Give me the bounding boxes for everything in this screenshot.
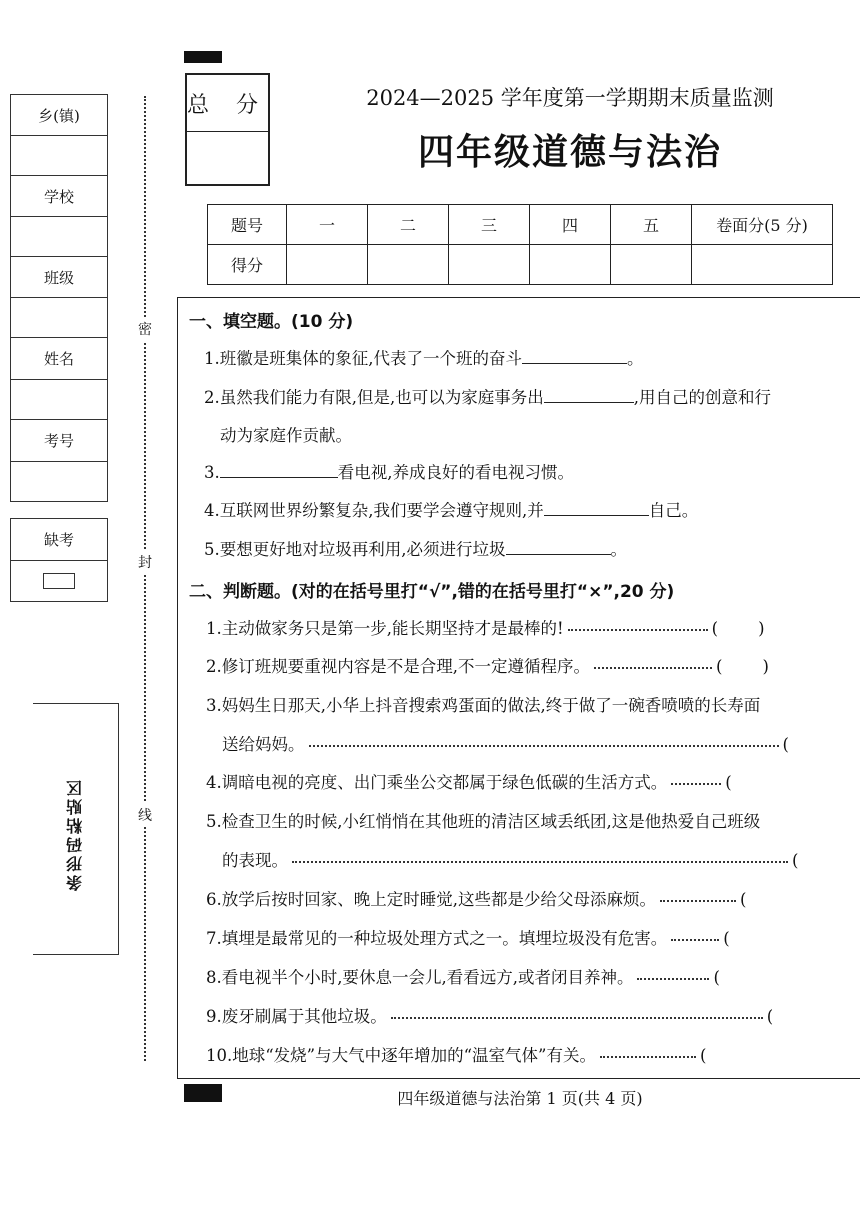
page-footer: 四年级道德与法治第 1 页(共 4 页) — [397, 1089, 643, 1108]
section1-title: 一、填空题。(10 分) — [189, 312, 354, 332]
seal-char-xian: 线 — [136, 803, 154, 827]
answer-blank-2[interactable] — [544, 388, 634, 403]
score-table-col-1: 一 — [287, 205, 368, 245]
score-table — [207, 204, 833, 285]
fill-question-1: 1.班徽是班集体的象征,代表了一个班的奋斗 。 — [204, 349, 644, 368]
answer-blank-4[interactable] — [544, 501, 649, 516]
score-cell-3[interactable] — [449, 245, 530, 285]
answer-paren-3[interactable]: ( — [782, 735, 789, 754]
answer-paren-10[interactable]: ( — [699, 1046, 707, 1065]
judge-question-3-cont: 送给妈妈。 ( — [222, 731, 829, 755]
judge-question-2: 2.修订班规要重视内容是不是合理,不一定遵循程序。 ( ) — [206, 657, 769, 676]
score-table-col-4: 四 — [530, 205, 611, 245]
absent-box — [10, 518, 108, 602]
section2-title: 二、判断题。(对的在括号里打“√”,错的在括号里打“×”,20 分) — [189, 582, 675, 602]
judge-question-7: 7.填埋是最常见的一种垃圾处理方式之一。填埋垃圾没有危害。 ( — [206, 929, 730, 948]
absent-checkbox[interactable] — [43, 573, 75, 589]
info-label-township: 乡(镇) — [11, 95, 107, 136]
score-table-col-5: 五 — [611, 205, 692, 245]
total-score-label: 总 分 — [187, 75, 268, 132]
barcode-area — [33, 703, 119, 955]
score-table-header-row — [208, 205, 833, 245]
answer-paren-4[interactable]: ( — [725, 773, 732, 792]
info-field-exam-number[interactable] — [11, 462, 107, 501]
absent-label: 缺考 — [11, 519, 107, 561]
total-score-field[interactable] — [187, 132, 268, 185]
fill-question-2: 2.虽然我们能力有限,但是,也可以为家庭事务出 ,用自己的创意和行 — [204, 388, 771, 407]
info-field-school[interactable] — [11, 217, 107, 257]
answer-paren-1[interactable]: ( ) — [711, 619, 765, 638]
score-table-score-row — [208, 245, 833, 285]
judge-question-5: 5.检查卫生的时候,小红悄悄在其他班的清洁区域丢纸团,这是他热爱自己班级 — [206, 812, 761, 831]
seal-dotted-line — [144, 96, 146, 1061]
score-table-col-neatness: 卷面分(5 分) — [692, 205, 833, 245]
answer-paren-7[interactable]: ( — [723, 929, 730, 948]
info-field-class[interactable] — [11, 298, 107, 338]
registration-mark-bottom — [184, 1084, 222, 1102]
fill-question-5: 5.要想更好地对垃圾再利用,必须进行垃圾 。 — [204, 540, 627, 559]
judge-question-1: 1.主动做家务只是第一步,能长期坚持才是最棒的! ( ) — [206, 619, 765, 638]
info-field-name[interactable] — [11, 380, 107, 420]
answer-paren-8[interactable]: ( — [713, 968, 720, 987]
judge-question-6: 6.放学后按时回家、晚上定时睡觉,这些都是少给父母添麻烦。 ( — [206, 890, 747, 909]
seal-char-feng: 封 — [136, 550, 154, 574]
student-info-box — [10, 94, 108, 502]
answer-paren-6[interactable]: ( — [740, 890, 747, 909]
fill-question-4: 4.互联网世界纷繁复杂,我们要学会遵守规则,并 自己。 — [204, 501, 699, 520]
score-table-col-2: 二 — [368, 205, 449, 245]
judge-question-10: 10.地球“发烧”与大气中逐年增加的“温室气体”有关。 ( — [206, 1046, 707, 1065]
seal-char-mi: 密 — [136, 317, 154, 341]
info-label-exam-number: 考号 — [11, 420, 107, 462]
judge-question-9: 9.废牙刷属于其他垃圾。 ( — [206, 1007, 774, 1026]
score-table-row2-label: 得分 — [208, 245, 287, 285]
score-cell-1[interactable] — [287, 245, 368, 285]
fill-question-3: 3. 看电视,养成良好的看电视习惯。 — [204, 463, 574, 482]
score-cell-2[interactable] — [368, 245, 449, 285]
judge-question-5-cont: 的表现。 ( — [222, 851, 799, 870]
registration-mark-top — [184, 51, 222, 63]
judge-question-8: 8.看电视半个小时,要休息一会儿,看看远方,或者闭目养神。 ( — [206, 968, 720, 987]
exam-title: 2024—2025 学年度第一学期期末质量监测 — [366, 86, 774, 110]
questions-frame — [177, 297, 860, 1079]
info-label-class: 班级 — [11, 257, 107, 298]
score-table-row1-label: 题号 — [208, 205, 287, 245]
judge-question-4: 4.调暗电视的亮度、出门乘坐公交都属于绿色低碳的生活方式。 ( — [206, 769, 772, 793]
answer-paren-2[interactable]: ( ) — [716, 657, 769, 676]
answer-blank-3[interactable] — [220, 463, 338, 478]
score-cell-neatness[interactable] — [692, 245, 833, 285]
answer-paren-5[interactable]: ( — [792, 851, 799, 870]
subject-title: 四年级道德与法治 — [417, 132, 722, 173]
barcode-label: 条形码粘贴区 — [65, 777, 85, 891]
answer-paren-9[interactable]: ( — [766, 1007, 774, 1026]
answer-blank-1[interactable] — [522, 349, 627, 364]
answer-blank-5[interactable] — [506, 540, 611, 555]
score-cell-5[interactable] — [611, 245, 692, 285]
score-table-col-3: 三 — [449, 205, 530, 245]
score-cell-4[interactable] — [530, 245, 611, 285]
fill-question-2-cont: 动为家庭作贡献。 — [220, 426, 352, 445]
info-label-school: 学校 — [11, 176, 107, 217]
info-label-name: 姓名 — [11, 338, 107, 380]
info-field-township[interactable] — [11, 136, 107, 176]
total-score-box — [185, 73, 270, 186]
judge-question-3: 3.妈妈生日那天,小华上抖音搜索鸡蛋面的做法,终于做了一碗香喷喷的长寿面 — [206, 696, 761, 715]
absent-checkbox-cell — [11, 561, 107, 601]
